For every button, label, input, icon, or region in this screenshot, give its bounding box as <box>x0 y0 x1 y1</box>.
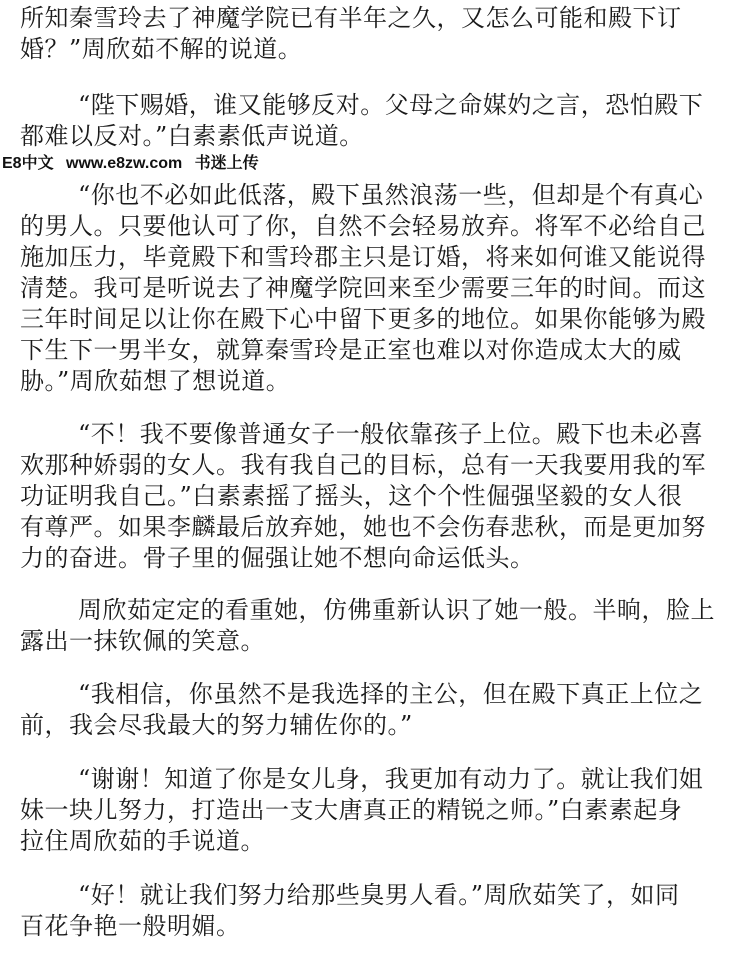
watermark-site: www.e8zw.com <box>66 155 183 172</box>
text-line: 妹一块儿努力，打造出一支大唐真正的精锐之师。”白素素起身 <box>20 796 683 824</box>
text-line: “陛下赐婚，谁又能够反对。父母之命媒妁之言，恐怕殿下 <box>78 91 704 119</box>
text-line: 欢那种娇弱的女人。我有我自己的目标，总有一天我要用我的军 <box>20 451 706 479</box>
text-line: “我相信，你虽然不是我选择的主公，但在殿下真正上位之 <box>78 680 704 708</box>
watermark-slogan: 书迷上传 <box>194 155 259 172</box>
site-watermark <box>2 150 267 173</box>
text-line: 前，我会尽我最大的努力辅佐你的。” <box>20 711 413 739</box>
text-line: “谢谢！知道了你是女儿身，我更加有动力了。就让我们姐 <box>78 765 704 793</box>
text-line: 下生下一男半女，就算秦雪玲是正室也难以对你造成太大的威 <box>20 336 682 364</box>
text-line: 施加压力，毕竟殿下和雪玲郡主只是订婚，将来如何谁又能说得 <box>20 243 706 271</box>
text-line: 胁。”周欣茹想了想说道。 <box>20 367 291 395</box>
text-line: 露出一抹钦佩的笑意。 <box>20 627 265 655</box>
text-line: 百花争艳一般明媚。 <box>20 912 241 940</box>
text-line: 所知秦雪玲去了神魔学院已有半年之久，又怎么可能和殿下订 <box>20 4 682 32</box>
text-line: 拉住周欣茹的手说道。 <box>20 827 265 855</box>
text-line: “好！就让我们努力给那些臭男人看。”周欣茹笑了，如同 <box>78 881 680 909</box>
text-line: “你也不必如此低落，殿下虽然浪荡一些，但却是个有真心 <box>78 181 704 209</box>
text-line: 功证明我自己。”白素素摇了摇头，这个个性倔强坚毅的女人很 <box>20 482 683 510</box>
text-line: 力的奋进。骨子里的倔强让她不想向命运低头。 <box>20 544 535 572</box>
text-line: 三年时间足以让你在殿下心中留下更多的地位。如果你能够为殿 <box>20 305 706 333</box>
text-line: 清楚。我可是听说去了神魔学院回来至少需要三年的时间。而这 <box>20 274 706 302</box>
text-line: 有尊严。如果李麟最后放弃她，她也不会伤春悲秋，而是更加努 <box>20 513 706 541</box>
text-line: 婚？”周欣茹不解的说道。 <box>20 35 303 63</box>
watermark-brand: E8中文 <box>2 155 54 172</box>
text-line: “不！我不要像普通女子一般依靠孩子上位。殿下也未必喜 <box>78 420 704 448</box>
text-line: 的男人。只要他认可了你，自然不会轻易放弃。将军不必给自己 <box>20 212 706 240</box>
text-line: 都难以反对。”白素素低声说道。 <box>20 122 364 150</box>
text-line: 周欣茹定定的看重她，仿佛重新认识了她一般。半晌，脸上 <box>78 596 715 624</box>
